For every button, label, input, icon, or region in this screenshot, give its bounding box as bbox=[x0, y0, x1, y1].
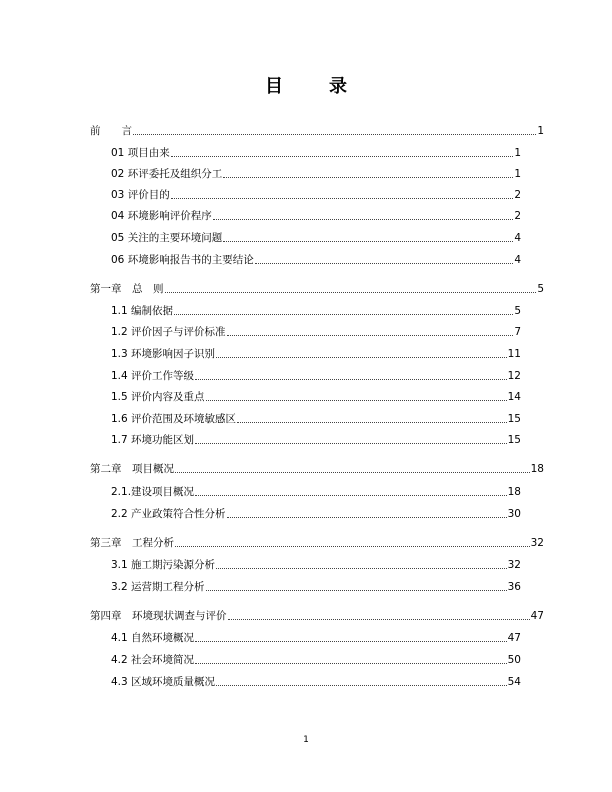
toc-entry-label: 06 环境影响报告书的主要结论 bbox=[111, 254, 254, 266]
toc-entry-page-number: 7 bbox=[514, 326, 521, 338]
toc-chapter-row[interactable] bbox=[90, 282, 544, 296]
toc-entry-label: 1.3 环境影响因子识别 bbox=[111, 348, 216, 360]
toc-entry-page-number: 1 bbox=[514, 147, 521, 159]
toc-chapter-row[interactable] bbox=[90, 536, 544, 550]
toc-dot-leader bbox=[216, 357, 507, 358]
toc-entry-page-number: 4 bbox=[514, 232, 521, 244]
toc-dot-leader bbox=[237, 422, 507, 423]
toc-chapter-row[interactable] bbox=[90, 124, 544, 138]
toc-dot-leader bbox=[171, 198, 514, 199]
toc-dot-leader bbox=[227, 335, 514, 336]
toc-entry-label: 1.6 评价范围及环境敏感区 bbox=[111, 413, 237, 425]
toc-dot-leader bbox=[195, 663, 507, 664]
toc-entry-page-number: 32 bbox=[507, 559, 521, 571]
toc-entry-page-number: 2 bbox=[514, 210, 521, 222]
toc-entry-page-number: 18 bbox=[507, 486, 521, 498]
toc-entry-page-number: 18 bbox=[530, 463, 544, 475]
toc-dot-leader bbox=[206, 400, 507, 401]
toc-dot-leader bbox=[255, 263, 514, 264]
toc-entry-label: 1.1 编制依据 bbox=[111, 305, 174, 317]
toc-section-row[interactable] bbox=[111, 631, 521, 645]
toc-entry-page-number: 47 bbox=[507, 632, 521, 644]
toc-section-row[interactable] bbox=[111, 675, 521, 689]
toc-entry-label: 1.7 环境功能区划 bbox=[111, 434, 195, 446]
toc-entry-page-number: 54 bbox=[507, 676, 521, 688]
toc-entry-label: 2.2 产业政策符合性分析 bbox=[111, 508, 226, 520]
toc-entry-label: 3.1 施工期污染源分析 bbox=[111, 559, 216, 571]
toc-title: 目 录 bbox=[265, 76, 361, 97]
toc-section-row[interactable] bbox=[111, 580, 521, 594]
toc-dot-leader bbox=[223, 241, 513, 242]
toc-entry-page-number: 32 bbox=[530, 537, 544, 549]
toc-section-row[interactable] bbox=[111, 653, 521, 667]
toc-entry-label: 01 项目由来 bbox=[111, 147, 170, 159]
toc-entry-label: 04 环境影响评价程序 bbox=[111, 210, 212, 222]
toc-dot-leader bbox=[206, 590, 507, 591]
toc-section-row[interactable] bbox=[111, 253, 521, 267]
toc-section-row[interactable] bbox=[111, 347, 521, 361]
toc-entry-label: 1.4 评价工作等级 bbox=[111, 370, 195, 382]
toc-entry-label: 1.5 评价内容及重点 bbox=[111, 391, 205, 403]
toc-section-row[interactable] bbox=[111, 390, 521, 404]
toc-entry-label: 4.3 区域环境质量概况 bbox=[111, 676, 216, 688]
toc-dot-leader bbox=[195, 443, 507, 444]
toc-dot-leader bbox=[216, 568, 507, 569]
toc-section-row[interactable] bbox=[111, 558, 521, 572]
toc-entry-label: 第三章 工程分析 bbox=[90, 537, 174, 549]
toc-entry-page-number: 2 bbox=[514, 189, 521, 201]
toc-entry-label: 05 关注的主要环境问题 bbox=[111, 232, 223, 244]
toc-section-row[interactable] bbox=[111, 433, 521, 447]
toc-entry-page-number: 1 bbox=[514, 168, 521, 180]
toc-chapter-row[interactable] bbox=[90, 609, 544, 623]
toc-entry-page-number: 50 bbox=[507, 654, 521, 666]
toc-entry-page-number: 36 bbox=[507, 581, 521, 593]
toc-entry-page-number: 47 bbox=[530, 610, 544, 622]
toc-dot-leader bbox=[195, 641, 507, 642]
toc-section-row[interactable] bbox=[111, 325, 521, 339]
toc-entry-label: 第一章 总 则 bbox=[90, 283, 164, 295]
toc-section-row[interactable] bbox=[111, 485, 521, 499]
toc-chapter-row[interactable] bbox=[90, 462, 544, 476]
toc-entry-label: 4.1 自然环境概况 bbox=[111, 632, 195, 644]
toc-section-row[interactable] bbox=[111, 369, 521, 383]
toc-section-row[interactable] bbox=[111, 507, 521, 521]
toc-entry-label: 第二章 项目概况 bbox=[90, 463, 174, 475]
toc-entry-page-number: 11 bbox=[507, 348, 521, 360]
toc-dot-leader bbox=[216, 685, 507, 686]
toc-entry-page-number: 15 bbox=[507, 413, 521, 425]
toc-entry-label: 前 言 bbox=[90, 125, 132, 137]
toc-entry-label: 第四章 环境现状调查与评价 bbox=[90, 610, 227, 622]
footer-page-number: 1 bbox=[303, 735, 309, 745]
toc-dot-leader bbox=[227, 517, 507, 518]
toc-dot-leader bbox=[213, 219, 514, 220]
toc-entry-label: 4.2 社会环境简况 bbox=[111, 654, 195, 666]
toc-dot-leader bbox=[174, 314, 513, 315]
toc-entry-label: 1.2 评价因子与评价标准 bbox=[111, 326, 226, 338]
toc-dot-leader bbox=[228, 619, 530, 620]
toc-dot-leader bbox=[165, 292, 537, 293]
toc-section-row[interactable] bbox=[111, 167, 521, 181]
toc-section-row[interactable] bbox=[111, 412, 521, 426]
toc-entry-label: 03 评价目的 bbox=[111, 189, 170, 201]
toc-entry-page-number: 5 bbox=[537, 283, 544, 295]
toc-section-row[interactable] bbox=[111, 146, 521, 160]
toc-entry-page-number: 30 bbox=[507, 508, 521, 520]
toc-entry-page-number: 4 bbox=[514, 254, 521, 266]
toc-section-row[interactable] bbox=[111, 209, 521, 223]
toc-entry-label: 3.2 运营期工程分析 bbox=[111, 581, 205, 593]
toc-entry-page-number: 5 bbox=[514, 305, 521, 317]
toc-dot-leader bbox=[223, 177, 513, 178]
toc-dot-leader bbox=[133, 134, 536, 135]
toc-entry-page-number: 1 bbox=[537, 125, 544, 137]
toc-section-row[interactable] bbox=[111, 231, 521, 245]
toc-entry-label: 02 环评委托及组织分工 bbox=[111, 168, 223, 180]
toc-section-row[interactable] bbox=[111, 304, 521, 318]
toc-dot-leader bbox=[175, 546, 530, 547]
toc-entry-page-number: 12 bbox=[507, 370, 521, 382]
toc-dot-leader bbox=[171, 156, 514, 157]
toc-section-row[interactable] bbox=[111, 188, 521, 202]
toc-dot-leader bbox=[195, 495, 507, 496]
toc-dot-leader bbox=[175, 472, 530, 473]
toc-dot-leader bbox=[195, 379, 507, 380]
toc-entry-page-number: 14 bbox=[507, 391, 521, 403]
toc-entry-label: 2.1.建设项目概况 bbox=[111, 486, 195, 498]
toc-entry-page-number: 15 bbox=[507, 434, 521, 446]
